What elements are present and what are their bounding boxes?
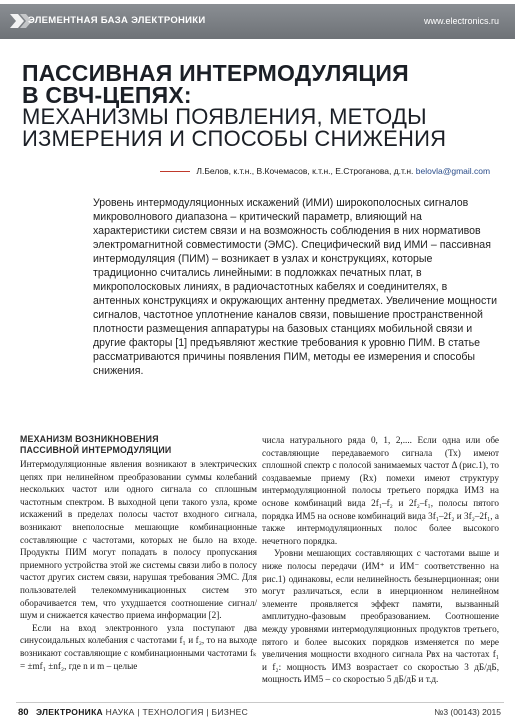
magazine-name	[36, 707, 248, 717]
article-title	[22, 62, 502, 150]
paragraph: Если на вход электронного узла поступают два синусоидальных колебания с частотами f₁ и f₂, то на выходе возникают составляющие с комбинационными частотами fₖ = ±mf₁ ±nf₂, где n и m – целые	[20, 622, 257, 671]
author-separator	[160, 171, 190, 172]
title-line-1: ПАССИВНАЯ ИНТЕРМОДУЛЯЦИЯ	[22, 60, 409, 86]
title-line-3: МЕХАНИЗМЫ ПОЯВЛЕНИЯ, МЕТОДЫ	[22, 104, 427, 129]
body-column-right	[262, 434, 499, 686]
footer-rule	[16, 702, 504, 703]
magazine-brand: ЭЛЕКТРОНИКА	[36, 707, 103, 717]
section-heading-line-2: ПАССИВНОЙ ИНТЕРМОДУЛЯЦИИ	[20, 445, 172, 455]
abstract-text: Уровень интермодуляционных искажений (ИМИ) широкополосных сигналов микроволнового диапазона – критический параметр, влияющий на характеристики систем связи и на возможность соблюдения в них нормативов электромагнитной совместимости (ЭМС). Специфический вид ИМИ – пассивная интермодуляция (ПИМ) – возникает в узлах и конструкциях, которые традиционно считались линейными: в подложках печатных плат, в микрополосковых линиях, в радиочастотных кабелях и соединителях, в антенных конструкциях и окружающих антенну предметах. Увеличение мощности сигналов, частотное уплотнение каналов связи, повышение пространственной плотности размещения аппаратуры на базовых станциях мобильной связи и другие факторы [1] предъявляют жесткие требования к уровню ПИМ. В статье рассматриваются причины появления ПИМ, методы ее измерения и способы снижения.	[93, 197, 498, 377]
paragraph: Уровни мешающих составляющих с частотами выше и ниже полосы передачи (ИМ⁺ и ИМ⁻ соответственно на рис.1) одинаковы, если нелинейность безынерционная; они могут различаться, если в инерционном нелинейном элементе проявляется эффект памяти, вызванный амплитудно-фазовым преобразованием. Соотношение между уровнями интермодуляционных продуктов третьего, пятого и более высоких порядков изменяется по мере увеличения мощности входного сигнала Pвх на частотах f₁ и f₂: мощность ИМЗ возрастает со скоростью 3 дБ/дБ, мощность ИМ5 – со скоростью 5 дБ/дБ и т.д.	[262, 548, 499, 685]
magazine-rubrics: НАУКА | ТЕХНОЛОГИЯ | БИЗНЕС	[105, 707, 249, 717]
paragraph: числа натурального ряда 0, 1, 2,.... Если одна или обе составляющие передаваемого сигнала (Тх) имеют сплошной спектр с полосой занимаемых частот Δ (рис.1), то создаваемые приему (Rx) помехи имеют структуру интермодуляционной полосы третьего порядка ИМЗ на основе комбинаций вида 2f₁–f₂ и 2f₂–f₁, полосы пятого порядка ИМ5 на основе комбинаций вида 3f₁–2f₂ и 3f₂–2f₁, а также интермодуляционных полос более высокого нечетного порядка.	[262, 435, 499, 546]
page-number: 80	[18, 707, 29, 718]
authors-line	[160, 166, 505, 177]
author-names: Л.Белов, к.т.н., В.Кочемасов, к.т.н., Е.Строганова, д.т.н.	[196, 166, 414, 176]
page-header	[0, 0, 515, 44]
section-heading	[20, 434, 257, 456]
page-footer	[0, 700, 515, 720]
site-url[interactable]: www.electronics.ru	[423, 16, 499, 26]
title-line-4: ИЗМЕРЕНИЯ И СПОСОБЫ СНИЖЕНИЯ	[22, 126, 447, 151]
issue-number: №3 (00143) 2015	[434, 707, 501, 717]
title-line-2: В СВЧ-ЦЕПЯХ:	[22, 82, 192, 108]
author-email[interactable]: belovla@gmail.com	[415, 166, 491, 176]
body-column-left	[20, 434, 257, 672]
section-name: ЭЛЕМЕНТНАЯ БАЗА ЭЛЕКТРОНИКИ	[28, 15, 206, 26]
section-heading-line-1: МЕХАНИЗМ ВОЗНИКНОВЕНИЯ	[20, 434, 159, 444]
paragraph: Интермодуляционные явления возникают в электрических цепях при нелинейном преобразовании суммы колебаний нескольких частот или одного сигнала со сплошным частотным спектром. В выходной цепи такого узла, кроме искажений в пределах полосы частот входного сигнала, возникают внеполосные мешающие комбинационные составляющие с частотами, которых не было на входе. Продукты ПИМ могут попадать в полосу пропускания приемного устройства этой же системы связи либо в полосу частот других систем связи, нарушая требования ЭМС. Для пользователей телекоммуникационных систем это оборачивается тем, что ухудшается соотношение сигнал/шум и снижается качество приема информации [2].	[20, 459, 257, 621]
abstract	[93, 196, 497, 378]
